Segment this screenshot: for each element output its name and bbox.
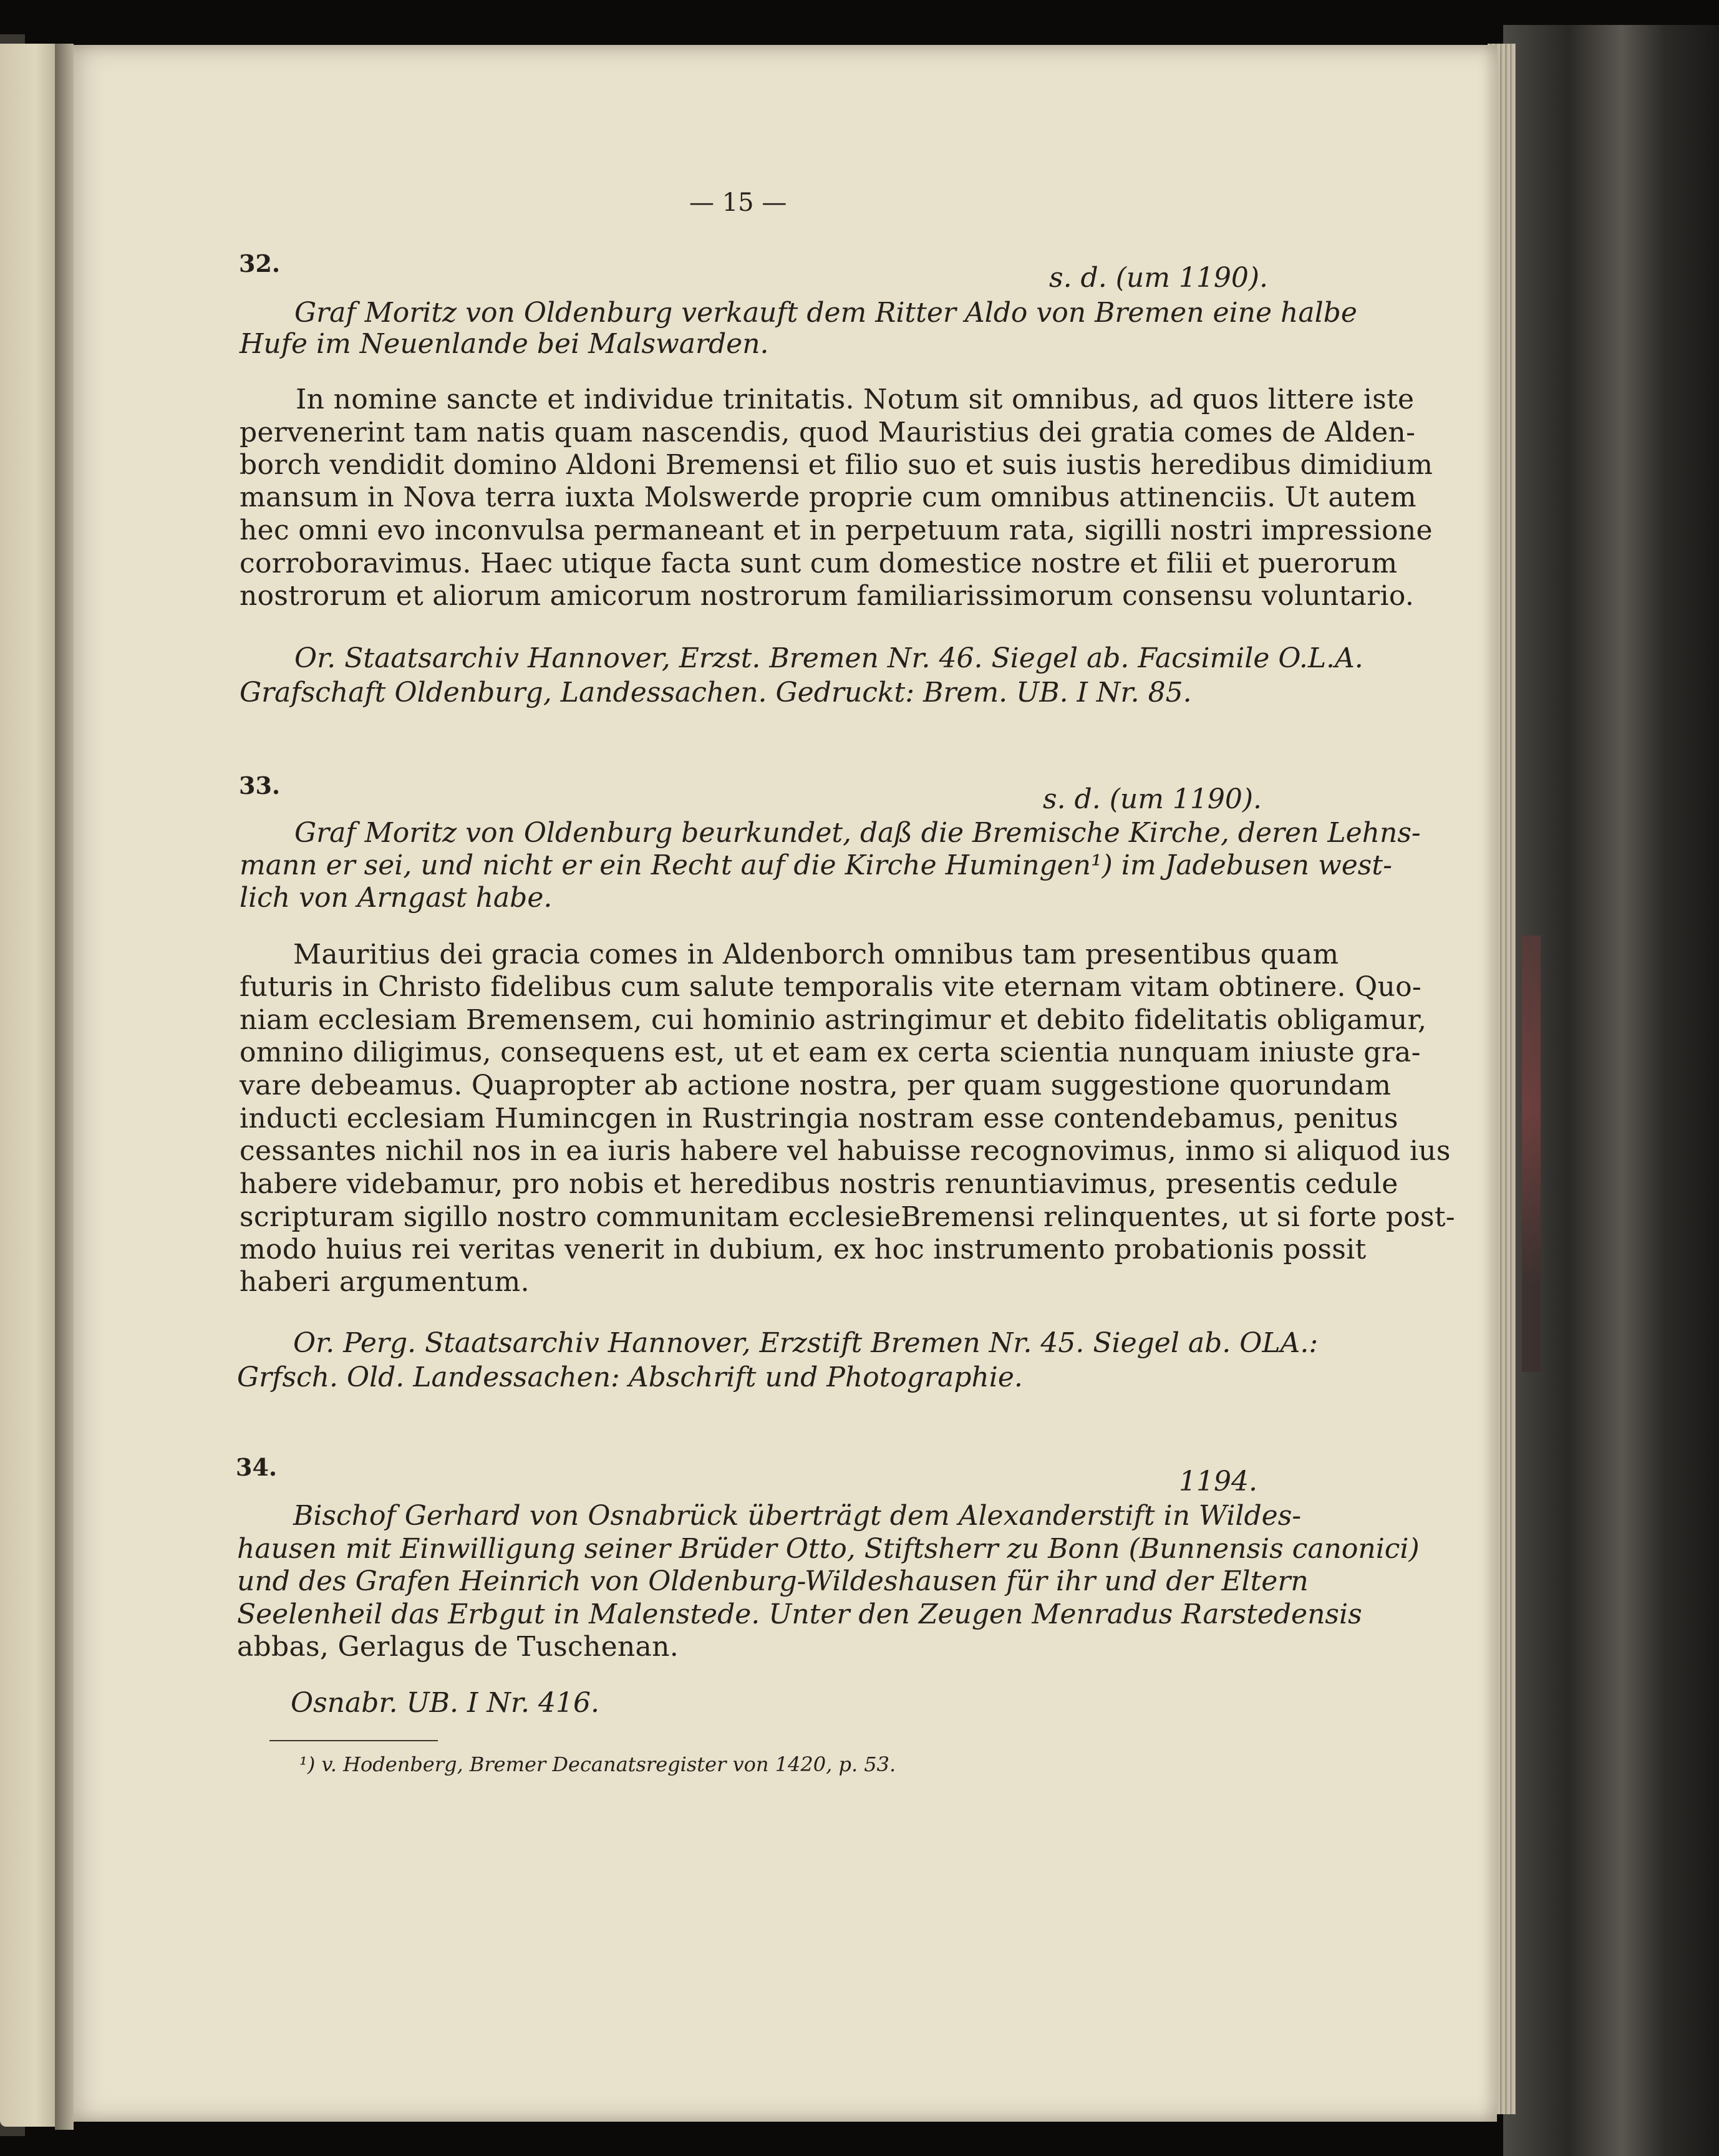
entry-text-line: corroboravimus. Haec utique facta sunt cum domestice nostre et filii et puerorum (240, 548, 1398, 579)
entry-summary-line: und des Grafen Heinrich von Oldenburg-Wildeshausen für ihr und der Eltern (237, 1565, 1309, 1597)
entry-summary-line: hausen mit Einwilligung seiner Brüder Otto, Stiftsherr zu Bonn (Bunnensis canonici) (237, 1533, 1420, 1565)
entry-source-line: Osnabr. UB. I Nr. 416. (291, 1687, 599, 1719)
entry-text-line: scripturam sigillo nostro communitam ecclesieBremensi relinquentes, ut si forte post- (240, 1201, 1455, 1233)
entry-source-line: Or. Perg. Staatsarchiv Hannover, Erzstift Bremen Nr. 45. Siegel ab. OLA.: (293, 1327, 1319, 1359)
entry-date: 1194. (1179, 1466, 1257, 1497)
entry-text-line: mansum in Nova terra iuxta Molswerde proprie cum omnibus attinenciis. Ut autem (240, 481, 1416, 513)
entry-source-line: Grfsch. Old. Landessachen: Abschrift und Photographie. (237, 1361, 1023, 1393)
entry-date: s. d. (um 1190). (1049, 262, 1269, 294)
marbled-edge (1522, 935, 1541, 1372)
entry-text-line: borch vendidit domino Aldoni Bremensi et filio suo et suis iustis heredibus dimidium (240, 449, 1433, 481)
footnote-rule (269, 1740, 438, 1741)
entry-summary-line: lich von Arngast habe. (240, 882, 553, 914)
entry-text-line: haberi argumentum. (240, 1266, 530, 1298)
entry-text-line: modo huius rei veritas venerit in dubium, ex hoc instrumento probationis possit (240, 1234, 1367, 1265)
entry-text-line: hec omni evo inconvulsa permaneant et in perpetuum rata, sigilli nostri impressione (240, 515, 1433, 546)
entry-summary-line: mann er sei, und nicht er ein Recht auf die Kirche Humingen¹) im Jadebusen west- (240, 849, 1392, 881)
entry-source-line: Or. Staatsarchiv Hannover, Erzst. Bremen Nr. 46. Siegel ab. Facsimile O.L.A. (294, 642, 1363, 674)
entry-text-line: Mauritius dei gracia comes in Aldenborch omnibus tam presentibus quam (293, 939, 1339, 970)
entry-summary-line: abbas, Gerlagus de Tuschenan. (237, 1631, 679, 1663)
entry-text-line: cessantes nichil nos in ea iuris habere vel habuisse recognovimus, inmo si aliquod ius (240, 1135, 1451, 1167)
entry-text-line: inducti ecclesiam Humincgen in Rustringia nostram esse contendebamus, penitus (240, 1103, 1398, 1134)
page-number: — 15 — (689, 188, 787, 217)
entry-text-line: pervenerint tam natis quam nascendis, quod Mauristius dei gratia comes de Alden- (240, 417, 1416, 448)
entry-text-line: omnino diligimus, consequens est, ut et eam ex certa scientia nunquam iniuste gra- (240, 1037, 1421, 1068)
entry-text-line: vare debeamus. Quapropter ab actione nostra, per quam suggestione quorundam (240, 1070, 1392, 1101)
entry-text-line: habere videbamur, pro nobis et heredibus nostris renuntiavimus, presentis cedule (240, 1168, 1398, 1200)
gutter-shadow (55, 44, 74, 2130)
left-facing-page (0, 44, 59, 2127)
footnote: ¹) v. Hodenberg, Bremer Decanatsregister von 1420, p. 53. (299, 1752, 896, 1776)
entry-source-line: Grafschaft Oldenburg, Landessachen. Gedruckt: Brem. UB. I Nr. 85. (240, 677, 1192, 708)
entry-text-line: nostrorum et aliorum amicorum nostrorum familiarissimorum consensu voluntario. (240, 580, 1415, 612)
entry-summary-line: Hufe im Neuenlande bei Malswarden. (240, 328, 769, 360)
entry-summary-line: Bischof Gerhard von Osnabrück überträgt dem Alexanderstift in Wildes- (293, 1500, 1302, 1532)
entry-text-line: In nomine sancte et individue trinitatis. Notum sit omnibus, ad quos littere iste (296, 384, 1415, 415)
entry-number: 32. (239, 249, 281, 278)
entry-number: 34. (236, 1453, 278, 1481)
entry-summary-line: Seelenheil das Erbgut in Malenstede. Unter den Zeugen Menradus Rarstedensis (237, 1598, 1362, 1630)
entry-text-line: futuris in Christo fidelibus cum salute temporalis vite eternam vitam obtinere. Quo- (240, 971, 1422, 1003)
entry-date: s. d. (um 1190). (1043, 783, 1262, 815)
entry-number: 33. (239, 771, 281, 800)
entry-summary-line: Graf Moritz von Oldenburg beurkundet, daß die Bremische Kirche, deren Lehns- (294, 817, 1421, 849)
entry-text-line: niam ecclesiam Bremensem, cui hominio astringimur et debito fidelitatis obligamur, (240, 1004, 1427, 1036)
entry-summary-line: Graf Moritz von Oldenburg verkauft dem Ritter Aldo von Bremen eine halbe (294, 297, 1357, 329)
